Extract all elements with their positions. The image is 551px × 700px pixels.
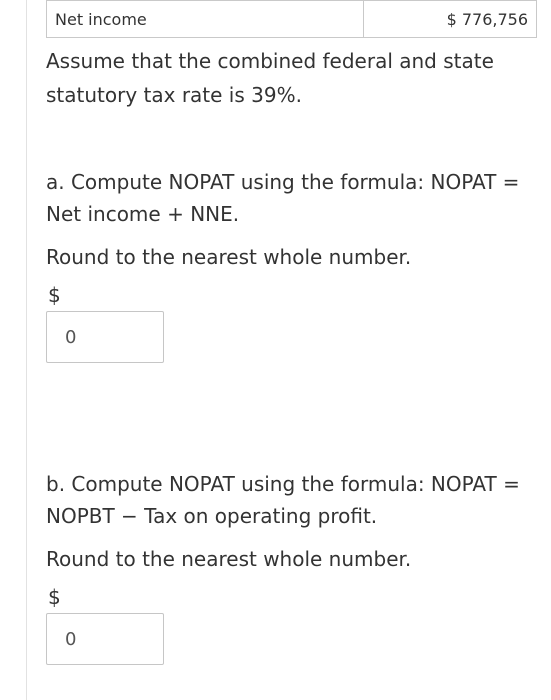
part-b-rounding-note: Round to the nearest whole number. [46,547,412,571]
tax-rate-assumption: Assume that the combined federal and state statutory tax rate is 39%. [46,49,494,107]
table-row [47,1,537,38]
part-a-section [46,166,536,363]
part-b-currency-label: $ [48,585,61,609]
part-a-currency-label: $ [48,283,61,307]
net-income-label: Net income [47,1,364,38]
part-a-question: a. Compute NOPAT using the formula: NOPAT = Net income + NNE. [46,170,520,226]
net-income-value: $ 776,756 [364,1,537,38]
part-b-question: b. Compute NOPAT using the formula: NOPAT = NOPBT − Tax on operating profit. [46,472,520,528]
part-b-section [46,468,536,665]
income-table [46,0,537,38]
part-a-answer-input[interactable] [46,311,164,363]
part-b-answer-input[interactable] [46,613,164,665]
part-a-rounding-note: Round to the nearest whole number. [46,245,412,269]
left-border-rule [26,0,27,700]
